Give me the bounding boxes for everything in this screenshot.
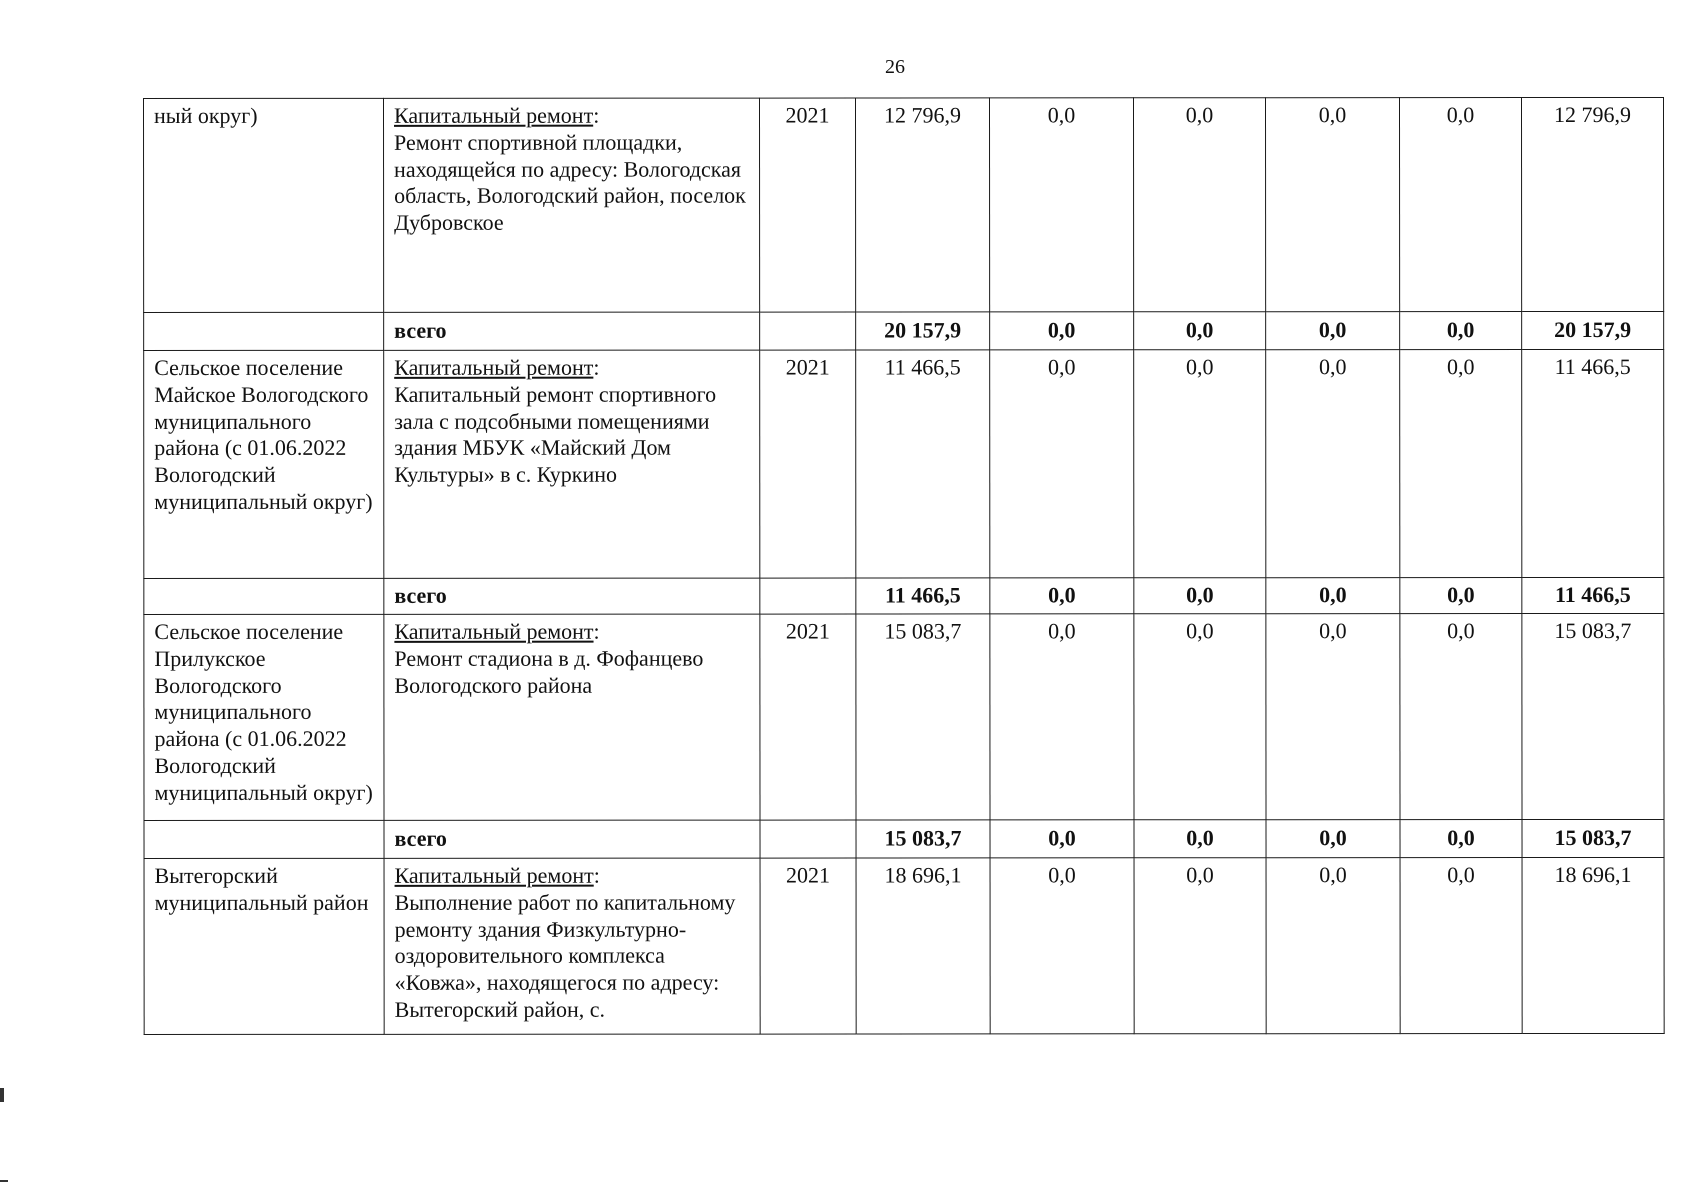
- total-value-cell: 15 083,7: [1522, 819, 1664, 857]
- municipality-cell: [144, 820, 384, 858]
- value-cell: 0,0: [1400, 98, 1522, 312]
- total-value-cell: 11 466,5: [1522, 577, 1664, 613]
- scan-mark: [0, 1180, 8, 1182]
- value-cell: 11 466,5: [1522, 349, 1664, 577]
- value-cell: 0,0: [1266, 350, 1400, 578]
- total-value-cell: 0,0: [1400, 578, 1522, 614]
- table-row: [144, 97, 1664, 312]
- kind-label: Капитальный ремонт: [394, 102, 594, 128]
- description-cell: Капитальный ремонт: Капитальный ремонт спортивного зала с подсобными помещениями здания МБУК «Майский Дом Культуры» в с. Куркино: [384, 350, 760, 578]
- value-cell: 0,0: [1134, 98, 1266, 312]
- total-row: [144, 819, 1664, 858]
- year-cell: 2021: [760, 98, 856, 312]
- value-cell: 0,0: [1134, 350, 1266, 578]
- year-cell: 2021: [760, 858, 856, 1034]
- description-text: Выполнение работ по капитальному ремонту здания Физкультурно-оздоровительного комплекса «Ковжа», находящегося по адресу: Вытегорский район, с.: [394, 889, 736, 1022]
- table-row: [144, 613, 1664, 820]
- total-value-cell: 0,0: [1400, 312, 1522, 350]
- year-cell: [760, 312, 856, 350]
- value-cell: 0,0: [1400, 858, 1522, 1034]
- value-cell: 0,0: [990, 98, 1134, 312]
- value-cell: 0,0: [1266, 858, 1400, 1034]
- total-value-cell: 0,0: [1400, 820, 1522, 858]
- kind-label: Капитальный ремонт: [394, 862, 594, 888]
- total-value-cell: 0,0: [1134, 312, 1266, 350]
- total-value-cell: 0,0: [990, 820, 1134, 858]
- total-value-cell: 15 083,7: [856, 820, 990, 858]
- municipality-cell: [144, 312, 384, 350]
- value-cell: 0,0: [990, 350, 1134, 578]
- municipality-cell: Сельское поселение Прилукское Вологодского муниципального района (с 01.06.2022 Вологодский муниципальный округ): [144, 614, 384, 820]
- description-cell: Капитальный ремонт: Ремонт спортивной площадки, находящейся по адресу: Вологодская область, Вологодский район, поселок Дубровское: [384, 98, 760, 312]
- value-cell: 0,0: [990, 858, 1134, 1034]
- total-row: [144, 577, 1664, 614]
- value-cell: 0,0: [1266, 614, 1400, 820]
- total-value-cell: 0,0: [1266, 820, 1400, 858]
- description-cell: Капитальный ремонт: Выполнение работ по капитальному ремонту здания Физкультурно-оздоровительного комплекса «Ковжа», находящегося по адресу: Вытегорский район, с.: [384, 858, 760, 1034]
- total-value-cell: 0,0: [1266, 578, 1400, 614]
- municipality-cell: [144, 578, 384, 614]
- description-text: Ремонт спортивной площадки, находящейся по адресу: Вологодская область, Вологодский район, поселок Дубровское: [394, 129, 746, 236]
- municipality-cell: Вытегорский муниципальный район: [144, 858, 384, 1034]
- value-cell: 12 796,9: [856, 98, 990, 312]
- scan-mark: [0, 1088, 4, 1102]
- total-value-cell: 0,0: [990, 578, 1134, 614]
- page-number: 26: [885, 56, 905, 78]
- year-cell: [760, 578, 856, 614]
- value-cell: 0,0: [1134, 858, 1266, 1034]
- description-cell: Капитальный ремонт: Ремонт стадиона в д. Фофанцево Вологодского района: [384, 614, 760, 820]
- total-value-cell: 20 157,9: [1522, 311, 1664, 349]
- value-cell: 0,0: [1134, 614, 1266, 820]
- description-text: Ремонт стадиона в д. Фофанцево Вологодского района: [394, 645, 704, 698]
- table-row: [144, 857, 1664, 1034]
- value-cell: 18 696,1: [1522, 857, 1664, 1033]
- value-cell: 11 466,5: [856, 350, 990, 578]
- total-label: всего: [384, 820, 760, 858]
- total-value-cell: 0,0: [990, 312, 1134, 350]
- budget-table: [143, 97, 1665, 1035]
- table-row: [144, 349, 1664, 578]
- total-label: всего: [384, 578, 760, 614]
- value-cell: 0,0: [1400, 614, 1522, 820]
- value-cell: 15 083,7: [1522, 613, 1664, 819]
- value-cell: 0,0: [990, 614, 1134, 820]
- total-value-cell: 0,0: [1266, 312, 1400, 350]
- total-row: [144, 311, 1664, 350]
- municipality-cell: ный округ): [144, 98, 384, 312]
- total-value-cell: 0,0: [1134, 578, 1266, 614]
- total-label: всего: [384, 312, 760, 350]
- year-cell: 2021: [760, 614, 856, 820]
- year-cell: 2021: [760, 350, 856, 578]
- kind-label: Капитальный ремонт: [394, 618, 594, 644]
- total-value-cell: 11 466,5: [856, 578, 990, 614]
- description-text: Капитальный ремонт спортивного зала с подсобными помещениями здания МБУК «Майский Дом Культуры» в с. Куркино: [394, 381, 717, 488]
- total-value-cell: 20 157,9: [856, 312, 990, 350]
- kind-label: Капитальный ремонт: [394, 354, 594, 380]
- value-cell: 18 696,1: [856, 858, 990, 1034]
- total-value-cell: 0,0: [1134, 820, 1266, 858]
- municipality-cell: Сельское поселение Майское Вологодского муниципального района (с 01.06.2022 Вологодский муниципальный округ): [144, 350, 384, 578]
- year-cell: [760, 820, 856, 858]
- value-cell: 0,0: [1400, 350, 1522, 578]
- value-cell: 12 796,9: [1522, 97, 1664, 311]
- value-cell: 15 083,7: [856, 614, 990, 820]
- value-cell: 0,0: [1266, 98, 1400, 312]
